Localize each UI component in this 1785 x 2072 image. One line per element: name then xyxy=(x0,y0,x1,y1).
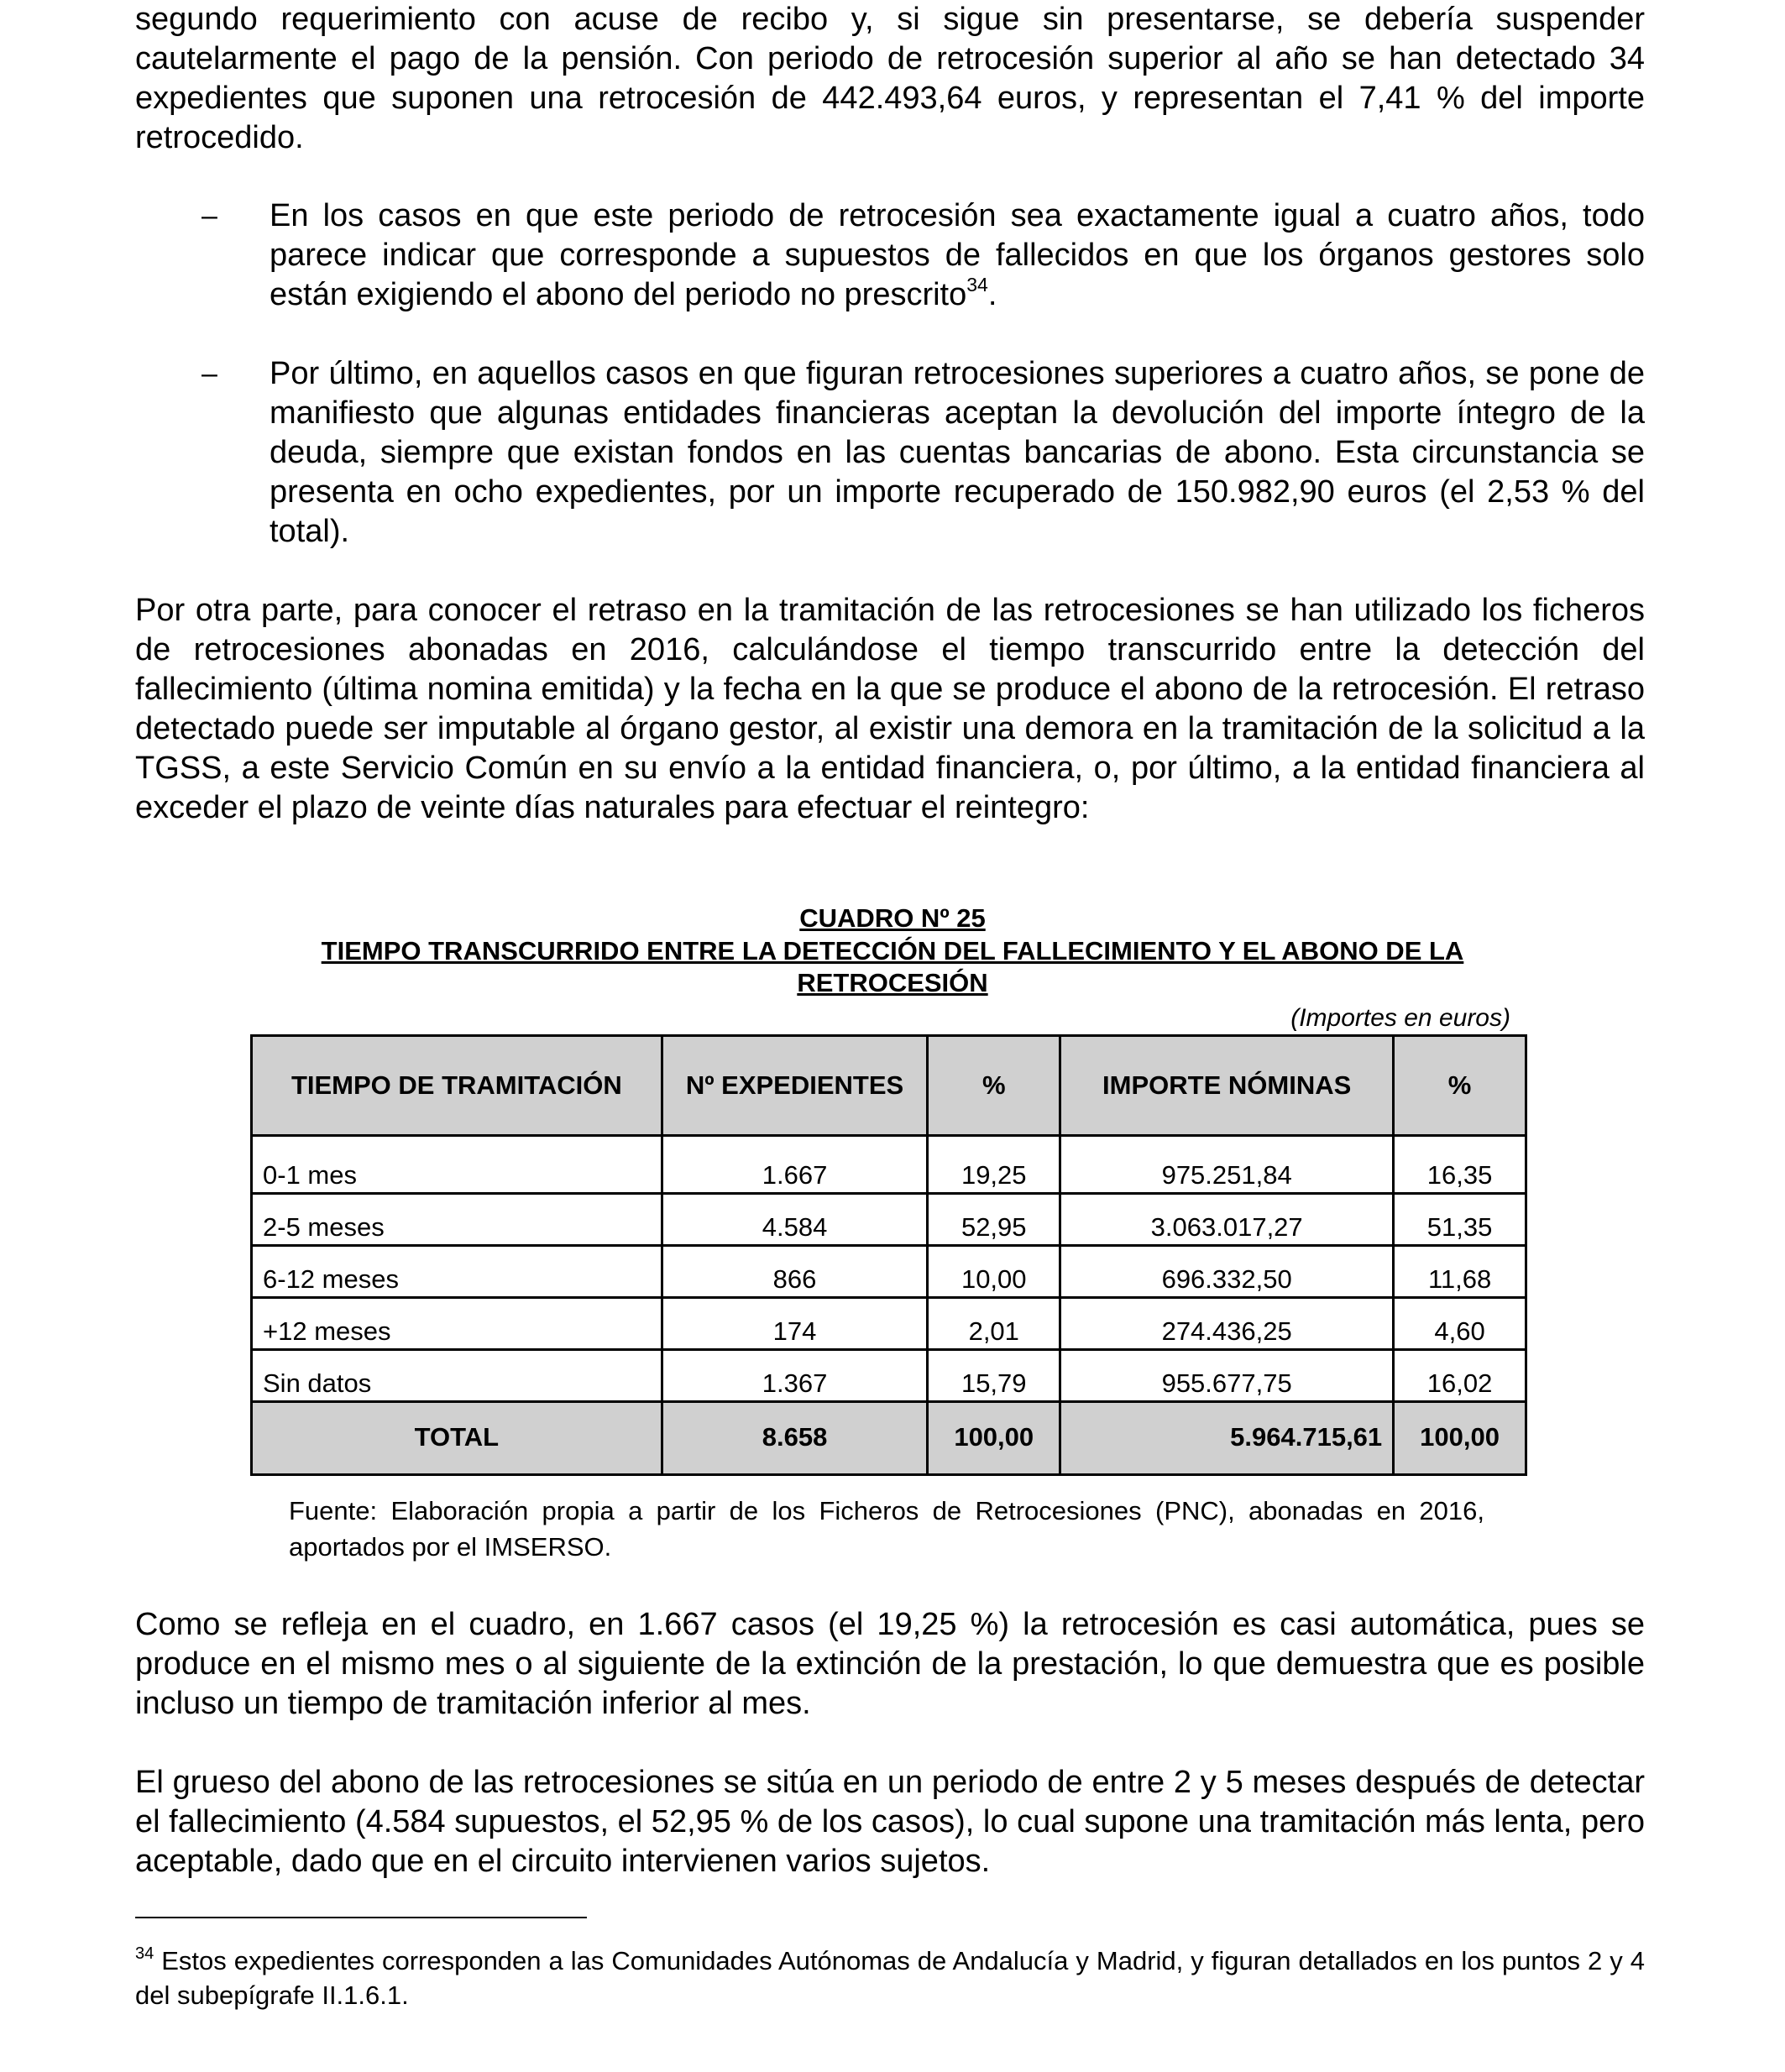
cell-pct: 16,35 xyxy=(1394,1136,1526,1194)
table-units: (Importes en euros) xyxy=(1290,1004,1510,1032)
cell-importe: 274.436,25 xyxy=(1060,1298,1394,1350)
header-importe: IMPORTE NÓMINAS xyxy=(1060,1036,1394,1136)
cell-tiempo: 0-1 mes xyxy=(252,1136,662,1194)
total-expedientes: 8.658 xyxy=(662,1402,928,1475)
cell-pct: 11,68 xyxy=(1394,1246,1526,1298)
cell-expedientes: 866 xyxy=(662,1246,928,1298)
cell-expedientes: 1.367 xyxy=(662,1350,928,1402)
header-expedientes: Nº EXPEDIENTES xyxy=(662,1036,928,1136)
bullet-text-main: En los casos en que este periodo de retrocesión sea exactamente igual a cuatro años, todo parece indicar que corresponde a supuestos de fallecidos en que los órganos gestores solo están exigiendo el abono del periodo no prescrito xyxy=(270,198,1645,312)
cell-pct: 15,79 xyxy=(928,1350,1060,1402)
cell-pct: 4,60 xyxy=(1394,1298,1526,1350)
table-row xyxy=(252,1350,1526,1402)
cell-tiempo: Sin datos xyxy=(252,1350,662,1402)
paragraph-retraso: Por otra parte, para conocer el retraso en la tramitación de las retrocesiones se han utilizado los ficheros de retrocesiones abonadas en 2016, calculándose el tiempo transcurrido entre la detección del fallecimiento (última nomina emitida) y la fecha en la que se produce el abono de la retrocesión. El retraso detectado puede ser imputable al órgano gestor, al existir una demora en la tramitación de la solicitud a la TGSS, a este Servicio Común en su envío a la entidad financiera, o, por último, a la entidad financiera al exceder el plazo de veinte días naturales para efectuar el reintegro: xyxy=(135,593,1645,825)
total-pct: 100,00 xyxy=(1394,1402,1526,1475)
cell-tiempo: 2-5 meses xyxy=(252,1194,662,1246)
table-total-row xyxy=(252,1402,1526,1475)
total-label: TOTAL xyxy=(252,1402,662,1475)
table-header-row xyxy=(252,1036,1526,1136)
cell-tiempo: 6-12 meses xyxy=(252,1246,662,1298)
bullet-dash: – xyxy=(202,200,217,232)
table-row xyxy=(252,1298,1526,1350)
bullet-text-end: . xyxy=(987,277,997,312)
cell-importe: 696.332,50 xyxy=(1060,1246,1394,1298)
bullet-text: Por último, en aquellos casos en que figuran retrocesiones superiores a cuatro años, se pone de manifiesto que algunas entidades financieras aceptan la devolución del importe íntegro de la deuda, siempre que existan fondos en las cuentas bancarias de abono. Esta circunstancia se presenta en ocho expedientes, por un importe recuperado de 150.982,90 euros (el 2,53 % del total). xyxy=(270,356,1645,549)
table-source: Fuente: Elaboración propia a partir de los Ficheros de Retrocesiones (PNC), abonadas en 2016, aportados por el IMSERSO. xyxy=(289,1496,1484,1562)
cell-expedientes: 4.584 xyxy=(662,1194,928,1246)
cell-expedientes: 1.667 xyxy=(662,1136,928,1194)
header-pct-expedientes: % xyxy=(928,1036,1060,1136)
cell-pct: 19,25 xyxy=(928,1136,1060,1194)
cell-pct: 52,95 xyxy=(928,1194,1060,1246)
data-table xyxy=(250,1034,1527,1476)
cell-expedientes: 174 xyxy=(662,1298,928,1350)
total-importe: 5.964.715,61 xyxy=(1060,1402,1394,1475)
cell-importe: 3.063.017,27 xyxy=(1060,1194,1394,1246)
header-pct-importe: % xyxy=(1394,1036,1526,1136)
cell-importe: 955.677,75 xyxy=(1060,1350,1394,1402)
table-number-text: CUADRO Nº 25 xyxy=(799,903,986,933)
cell-pct: 2,01 xyxy=(928,1298,1060,1350)
bullet-text xyxy=(270,196,1645,315)
cell-pct: 10,00 xyxy=(928,1246,1060,1298)
total-pct: 100,00 xyxy=(928,1402,1060,1475)
cell-pct: 51,35 xyxy=(1394,1194,1526,1246)
cell-pct: 16,02 xyxy=(1394,1350,1526,1402)
table-title-text: TIEMPO TRANSCURRIDO ENTRE LA DETECCIÓN DEL FALLECIMIENTO Y EL ABONO DE LA RETROCESIÓN xyxy=(321,936,1464,997)
table-row xyxy=(252,1194,1526,1246)
table-row xyxy=(252,1136,1526,1194)
cell-importe: 975.251,84 xyxy=(1060,1136,1394,1194)
footnote-divider xyxy=(135,1917,587,1918)
header-tiempo: TIEMPO DE TRAMITACIÓN xyxy=(252,1036,662,1136)
footnote-text: Estos expedientes corresponden a las Comunidades Autónomas de Andalucía y Madrid, y figuran detallados en los puntos 2 y 4 del subepígrafe II.1.6.1. xyxy=(135,1946,1645,2010)
footnote xyxy=(135,1944,1645,2012)
footnote-number: 34 xyxy=(135,1944,154,1963)
table-row xyxy=(252,1246,1526,1298)
bullet-dash: – xyxy=(202,358,217,390)
bullet-item xyxy=(202,196,1645,315)
cell-tiempo: +12 meses xyxy=(252,1298,662,1350)
table-title xyxy=(250,935,1535,999)
footnote-ref[interactable]: 34 xyxy=(966,274,988,296)
table-number xyxy=(250,903,1535,934)
paragraph-automatica: Como se refleja en el cuadro, en 1.667 casos (el 19,25 %) la retrocesión es casi automática, pues se produce en el mismo mes o al siguiente de la extinción de la prestación, lo que demuestra que es posible incluso un tiempo de tramitación inferior al mes. xyxy=(135,1607,1645,1721)
paragraph-grueso: El grueso del abono de las retrocesiones se sitúa en un periodo de entre 2 y 5 meses después de detectar el fallecimiento (4.584 supuestos, el 52,95 % de los casos), lo cual supone una tramitación más lenta, pero aceptable, dado que en el circuito intervienen varios sujetos. xyxy=(135,1765,1645,1879)
intro-paragraph: segundo requerimiento con acuse de recibo y, si sigue sin presentarse, se debería suspender cautelarmente el pago de la pensión. Con periodo de retrocesión superior al año se han detectado 34 expedientes que suponen una retrocesión de 442.493,64 euros, y representan el 7,41 % del importe retrocedido. xyxy=(135,2,1645,155)
bullet-item xyxy=(202,354,1645,552)
